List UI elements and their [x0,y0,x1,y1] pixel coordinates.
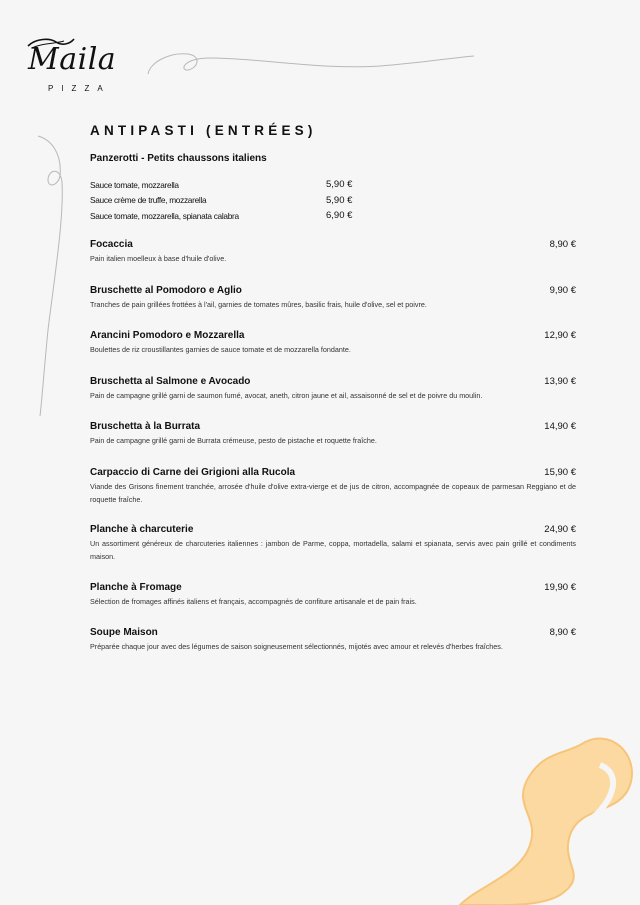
item-price: 15,90 € [544,467,576,478]
item-name: Arancini Pomodoro e Mozzarella [90,330,245,341]
item-name: Carpaccio di Carne dei Grigioni alla Rucola [90,467,296,478]
brand-name: Maila [28,42,117,77]
item-description: Sélection de fromages affinés italiens et français, accompagnés de confiture artisanale et de pain frais. [90,597,417,606]
item-name: Bruschetta al Salmone e Avocado [90,376,251,387]
menu-item [90,239,576,266]
item-price: 24,90 € [544,524,576,535]
item-price: 13,90 € [544,376,576,387]
menu-item [90,467,576,506]
item-price: 8,90 € [549,239,576,250]
item-description: Boulettes de riz croustillantes garnies de sauce tomate et de mozzarella fondante. [90,345,351,354]
option-price: 5,90 € [326,179,353,191]
item-price: 14,90 € [544,421,576,432]
item-name: Planche à charcuterie [90,524,194,535]
item-name: Soupe Maison [90,627,158,638]
item-price: 12,90 € [544,330,576,341]
menu-item [90,376,576,403]
item-name: Planche à Fromage [90,582,182,593]
decorative-swirl-top [140,44,480,84]
decorative-wave [440,725,640,905]
menu-item [90,524,576,563]
panzerotti-options [90,177,370,224]
menu-item [90,285,576,312]
brand-logo [24,36,134,98]
item-description: Viande des Grisons finement tranchée, arrosée d'huile d'olive extra-vierge et de jus de citron, accompagnée de copeaux de parmesan Reggiano et de roquette fraîche. [90,482,576,504]
item-description: Pain italien moelleux à base d'huile d'olive. [90,254,227,263]
option-desc: Sauce crème de truffe, mozzarella [90,195,207,206]
item-price: 19,90 € [544,582,576,593]
option-price: 6,90 € [326,210,353,222]
option-price: 5,90 € [326,194,353,206]
item-price: 9,90 € [549,285,576,296]
panzerotti-option [90,193,370,209]
item-name: Bruschetta à la Burrata [90,421,201,432]
item-description: Tranches de pain grillées frottées à l'ail, garnies de tomates mûres, basilic frais, huile d'olive, sel et poivre. [90,300,427,309]
item-description: Un assortiment généreux de charcuteries italiennes : jambon de Parme, coppa, mortadella, salami et spianata, servis avec pain grillé et condiments maison. [90,539,576,561]
option-desc: Sauce tomate, mozzarella, spianata calabra [90,210,239,221]
option-desc: Sauce tomate, mozzarella [90,179,179,190]
item-description: Pain de campagne grillé garni de saumon fumé, avocat, aneth, citron jaune et ail, assaisonné de sel et de poivre du moulin. [90,391,483,400]
item-name: Focaccia [90,239,133,250]
item-name: Bruschette al Pomodoro e Aglio [90,285,242,296]
menu-item [90,330,576,357]
section-title: ANTIPASTI (ENTRÉES) [90,123,317,138]
item-description: Préparée chaque jour avec des légumes de saison soigneusement sélectionnés, mijotés avec amour et relevés d'herbes fraîches. [90,642,503,651]
decorative-swirl-left [28,130,78,420]
brand-subtitle: PIZZA [48,84,111,93]
panzerotti-option [90,208,370,224]
menu-item [90,627,576,654]
subsection-title: Panzerotti - Petits chaussons italiens [90,153,267,164]
item-description: Pain de campagne grillé garni de Burrata crémeuse, pesto de pistache et roquette fraîche. [90,436,377,445]
item-price: 8,90 € [549,627,576,638]
menu-item [90,582,576,609]
panzerotti-option [90,177,370,193]
menu-item [90,421,576,448]
